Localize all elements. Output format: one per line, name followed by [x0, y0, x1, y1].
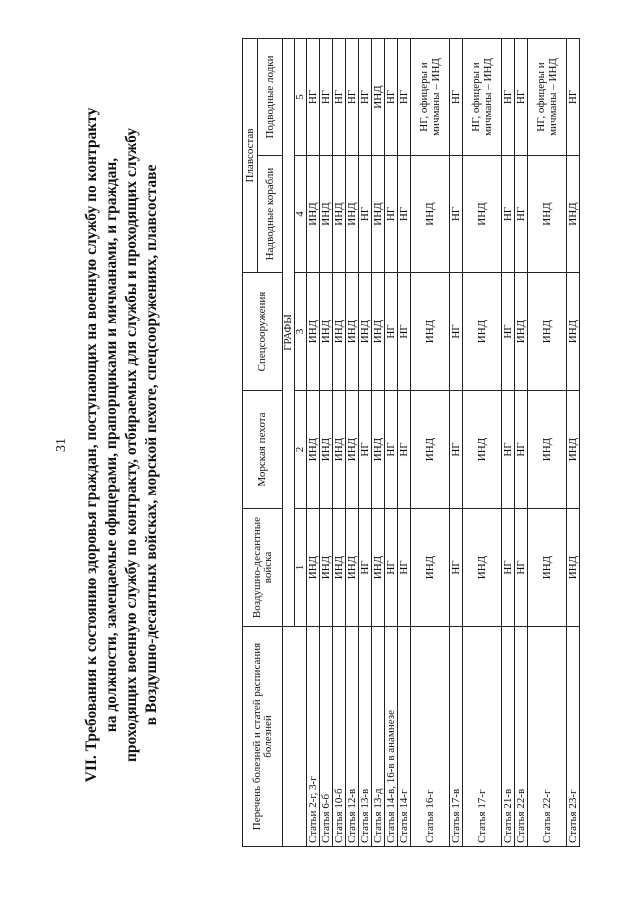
cell: ИНД	[320, 156, 333, 273]
row-name: Статья 13-в	[359, 627, 372, 847]
cell: ИНД	[372, 391, 385, 509]
cell: ИНД	[528, 391, 567, 509]
cell: ИНД	[411, 156, 450, 273]
row-name: Статья 10-б	[333, 627, 346, 847]
cell: НГ	[359, 156, 372, 273]
table-row	[385, 38, 398, 846]
cell: НГ	[502, 509, 515, 627]
cell: НГ, офицеры и мичманы – ИНД	[528, 38, 567, 155]
table-row	[359, 38, 372, 846]
title-line: проходящих военную службу по контракту, отбираемых для службы и проходящих службу	[123, 128, 140, 763]
cell: ИНД	[528, 509, 567, 627]
table-row	[307, 38, 320, 846]
title-line: на должности, замещаемые офицерами, прапорщиками и мичманами, и граждан,	[103, 157, 120, 733]
table-row	[411, 38, 450, 846]
row-name: Статья 13-д	[372, 627, 385, 847]
cell: НГ	[398, 509, 411, 627]
cell: ИНД	[567, 156, 580, 273]
cell: ИНД	[333, 509, 346, 627]
cell: НГ	[502, 273, 515, 391]
cell: НГ	[385, 273, 398, 391]
cell: ИНД	[346, 273, 359, 391]
cell: НГ	[346, 38, 359, 155]
cell: НГ	[450, 509, 463, 627]
cell: ИНД	[567, 509, 580, 627]
cell: НГ	[359, 38, 372, 155]
cell: ИНД	[307, 156, 320, 273]
cell: НГ	[333, 38, 346, 155]
cell: ИНД	[372, 156, 385, 273]
cell: НГ	[515, 38, 528, 155]
table-row	[398, 38, 411, 846]
table-row	[320, 38, 333, 846]
cell: ИНД	[307, 391, 320, 509]
cell: НГ	[320, 38, 333, 155]
row-name: Статья 17-г	[463, 627, 502, 847]
cell: НГ	[450, 38, 463, 155]
cell: НГ	[450, 391, 463, 509]
section-title	[82, 55, 162, 835]
cell: ИНД	[333, 391, 346, 509]
cell: НГ	[450, 156, 463, 273]
cell: ИНД	[346, 391, 359, 509]
requirements-table	[242, 38, 580, 847]
cell: ИНД	[567, 273, 580, 391]
cell: НГ, офицеры и мичманы – ИНД	[411, 38, 450, 155]
row-name: Статья 21-в	[502, 627, 515, 847]
cell: НГ	[307, 38, 320, 155]
cell: НГ	[359, 391, 372, 509]
row-name: Статья 22-г	[528, 627, 567, 847]
table-row	[372, 38, 385, 846]
cell: НГ, офицеры и мичманы – ИНД	[463, 38, 502, 155]
cell: ИНД	[372, 38, 385, 155]
cell: ИНД	[372, 509, 385, 627]
cell: ИНД	[463, 391, 502, 509]
cell: НГ	[515, 156, 528, 273]
header-special: Спецсооружения	[243, 273, 283, 391]
header-list: Перечень болезней и статей расписания болезней	[243, 627, 283, 847]
table-row	[515, 38, 528, 846]
row-name: Статья 14-в, 16-в в анамнезе	[385, 627, 398, 847]
col-number: 2	[295, 391, 307, 509]
table-row	[450, 38, 463, 846]
cell: НГ	[398, 273, 411, 391]
header-vdv: Воздушно-десантные войска	[243, 509, 283, 627]
cell: ИНД	[463, 509, 502, 627]
cell: НГ	[385, 38, 398, 155]
row-name: Статья 23-г	[567, 627, 580, 847]
header-subs: Подводные лодки	[258, 38, 283, 155]
cell: НГ	[385, 156, 398, 273]
cell: НГ	[502, 391, 515, 509]
row-name: Статьи 2-г, 3-г	[307, 627, 320, 847]
cell: НГ	[398, 391, 411, 509]
page-number: 31	[54, 438, 69, 452]
cell: НГ	[450, 273, 463, 391]
cell: ИНД	[528, 156, 567, 273]
cell: ИНД	[346, 509, 359, 627]
title-line: VII. Требования к состоянию здоровья граждан, поступающих на военную службу по контракту	[83, 107, 100, 783]
cell: ИНД	[372, 273, 385, 391]
header-blank	[283, 627, 307, 847]
cell: НГ	[515, 391, 528, 509]
cell: НГ	[567, 38, 580, 155]
cell: НГ	[385, 509, 398, 627]
cell: НГ	[502, 156, 515, 273]
table-row	[463, 38, 502, 846]
cell: ИНД	[333, 273, 346, 391]
row-name: Статья 17-в	[450, 627, 463, 847]
cell: НГ	[359, 509, 372, 627]
header-fleet: Плавсостав	[243, 38, 258, 272]
cell: ИНД	[307, 509, 320, 627]
col-number: 4	[295, 156, 307, 273]
cell: ИНД	[320, 391, 333, 509]
cell: ИНД	[411, 509, 450, 627]
table-row	[528, 38, 567, 846]
cell: НГ	[385, 391, 398, 509]
col-number: 5	[295, 38, 307, 155]
cell: ИНД	[320, 509, 333, 627]
cell: ИНД	[333, 156, 346, 273]
row-name: Статья 16-г	[411, 627, 450, 847]
cell: ИНД	[411, 391, 450, 509]
cell: ИНД	[346, 156, 359, 273]
row-name: Статья 6-б	[320, 627, 333, 847]
cell: НГ	[398, 156, 411, 273]
row-name: Статья 14-г	[398, 627, 411, 847]
header-surface: Надводные корабли	[258, 156, 283, 273]
cell: НГ	[502, 38, 515, 155]
col-number: 3	[295, 273, 307, 391]
cell: ИНД	[359, 273, 372, 391]
title-line: в Воздушно-десантных войсках, морской пехоте, спецсооружениях, плавсоставе	[143, 164, 160, 726]
cell: ИНД	[528, 273, 567, 391]
col-number: 1	[295, 509, 307, 627]
cell: ИНД	[515, 273, 528, 391]
table-row	[502, 38, 515, 846]
cell: ИНД	[463, 273, 502, 391]
cell: ИНД	[567, 391, 580, 509]
cell: ИНД	[320, 273, 333, 391]
table-row	[567, 38, 580, 846]
row-name: Статья 22-в	[515, 627, 528, 847]
header-grafy: ГРАФЫ	[283, 38, 295, 626]
cell: ИНД	[463, 156, 502, 273]
table-row	[333, 38, 346, 846]
cell: НГ	[515, 509, 528, 627]
rotated-content	[40, 35, 600, 855]
header-marines: Морская пехота	[243, 391, 283, 509]
cell: ИНД	[411, 273, 450, 391]
row-name: Статья 12-в	[346, 627, 359, 847]
cell: ИНД	[307, 273, 320, 391]
table-row	[346, 38, 359, 846]
cell: НГ	[398, 38, 411, 155]
